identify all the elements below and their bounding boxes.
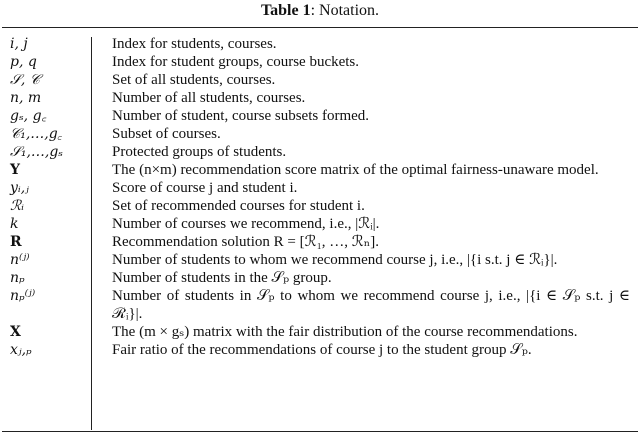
notation-description: Index for student groups, course buckets.	[112, 54, 360, 70]
notation-description: Subset of courses.	[112, 126, 221, 142]
table-caption-text: : Notation.	[310, 2, 380, 19]
notation-symbol: 𝒮, 𝒞	[10, 72, 40, 88]
notation-symbol: p, q	[10, 54, 37, 70]
notation-symbol: xⱼ,ₚ	[10, 342, 32, 358]
table-row	[4, 341, 636, 359]
table-row	[4, 71, 636, 89]
table-row	[4, 215, 636, 233]
notation-description: Set of all students, courses.	[112, 72, 276, 88]
notation-description: Number of student, course subsets formed.	[112, 108, 370, 124]
top-rule	[2, 27, 638, 28]
notation-description: Index for students, courses.	[112, 36, 277, 52]
table-caption	[0, 2, 640, 20]
table-row	[4, 125, 636, 143]
table-row	[4, 53, 636, 71]
notation-description: Number of students to whom we recommend course j, i.e., |{i s.t. j ∈ ℛᵢ}|.	[112, 252, 558, 268]
notation-symbol: k	[10, 216, 19, 232]
table-row	[4, 197, 636, 215]
table-row	[4, 107, 636, 125]
notation-description: Score of course j and student i.	[112, 180, 298, 196]
table-row	[4, 251, 636, 269]
table-row	[4, 287, 636, 323]
table-row	[4, 161, 636, 179]
notation-symbol: 𝒮₁,…,gₛ	[10, 144, 64, 160]
table-row	[4, 233, 636, 251]
notation-description: Fair ratio of the recommendations of course j to the student group 𝒮ₚ.	[112, 342, 532, 358]
table-row	[4, 323, 636, 341]
notation-symbol: gₛ, g꜀	[10, 108, 47, 124]
notation-description: Number of students in 𝒮ₚ to whom we recommend course j, i.e., |{i ∈ 𝒮ₚ s.t. j ∈ ℛᵢ}|.	[112, 288, 630, 322]
table-row	[4, 269, 636, 287]
notation-symbol: nₚ⁽ʲ⁾	[10, 288, 36, 304]
notation-description: Number of courses we recommend, i.e., |ℛᵢ|.	[112, 216, 380, 232]
notation-description: Set of recommended courses for student i.	[112, 198, 365, 214]
notation-table-body	[4, 35, 636, 359]
bottom-rule	[2, 431, 638, 432]
table-row	[4, 89, 636, 107]
table-caption-label: Table 1	[260, 2, 311, 19]
notation-symbol: X	[10, 324, 21, 340]
notation-symbol: i, j	[10, 36, 28, 52]
table-row	[4, 179, 636, 197]
table-row	[4, 143, 636, 161]
notation-description: Number of all students, courses.	[112, 90, 306, 106]
notation-table	[4, 35, 636, 359]
notation-symbol: n, m	[10, 90, 42, 106]
notation-description: The (n×m) recommendation score matrix of the optimal fairness-unaware model.	[112, 162, 599, 178]
notation-description: Recommendation solution R = [ℛ₁, …, ℛₙ].	[112, 234, 380, 250]
notation-description: The (m × gₛ) matrix with the fair distribution of the course recommendations.	[112, 324, 578, 340]
notation-symbol: Y	[10, 162, 20, 178]
notation-symbol: 𝒞₁,…,g꜀	[10, 126, 63, 142]
notation-symbol: R	[10, 234, 22, 250]
table-row	[4, 35, 636, 53]
notation-description: Number of students in the 𝒮ₚ group.	[112, 270, 332, 286]
notation-symbol: nₚ	[10, 270, 25, 286]
notation-symbol: yᵢ,ⱼ	[10, 180, 29, 196]
notation-symbol: n⁽ʲ⁾	[10, 252, 30, 268]
notation-symbol: ℛᵢ	[10, 198, 24, 214]
notation-description: Protected groups of students.	[112, 144, 287, 160]
